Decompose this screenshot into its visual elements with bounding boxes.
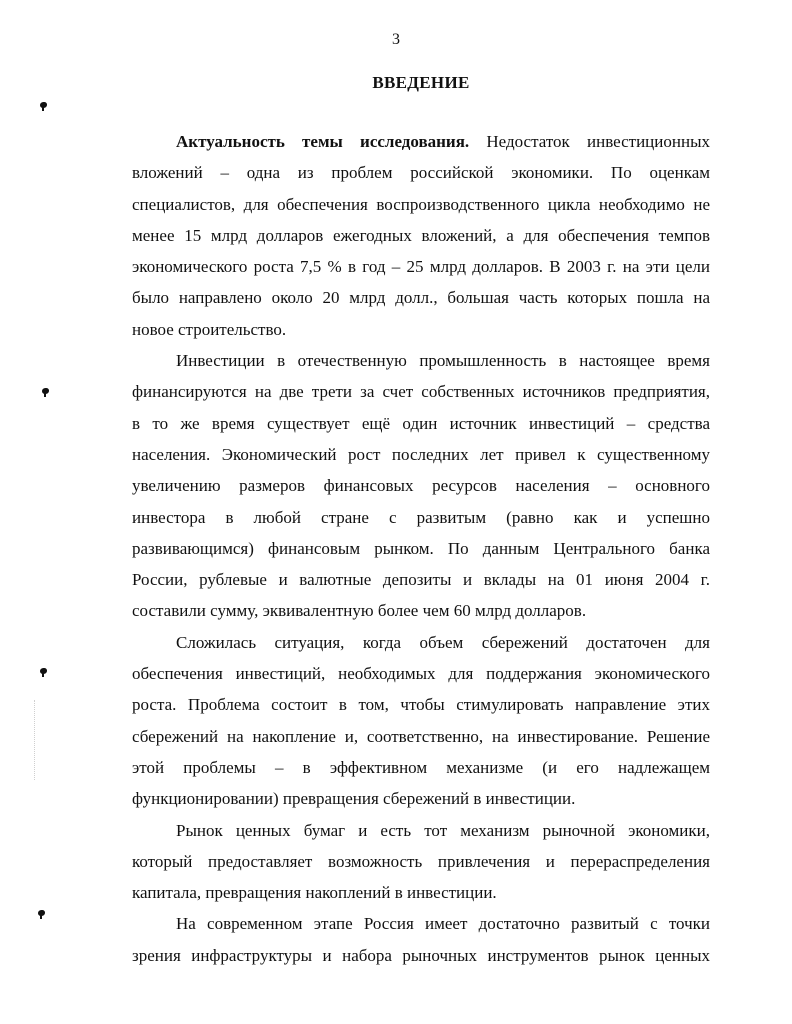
text-line: составили сумму, эквивалентную более чем 60 млрд долларов. — [132, 601, 587, 621]
text-line: функционировании) превращения сбережений в инвестиции. — [132, 789, 576, 809]
text-line: который предоставляет возможность привлечения и перераспределения — [132, 851, 710, 871]
text-line: зрения инфраструктуры и набора рыночных инструментов рынок ценных — [132, 945, 710, 965]
text-line: было направлено около 20 млрд долл., большая часть которых пошла на — [132, 288, 710, 308]
paragraph — [132, 345, 710, 627]
text-line: На современном этапе Россия имеет достаточно развитый с точки — [176, 914, 710, 934]
text-line: менее 15 млрд долларов ежегодных вложений, а для обеспечения темпов — [132, 225, 710, 245]
text-line: в то же время существует ещё один источник инвестиций – средства — [132, 413, 710, 433]
document-body — [132, 126, 710, 971]
text-line: обеспечения инвестиций, необходимых для поддержания экономического — [132, 664, 710, 684]
page-heading: ВВЕДЕНИЕ — [372, 73, 470, 92]
text-line: Инвестиции в отечественную промышленность в настоящее время — [176, 351, 710, 371]
text-line: инвестора в любой стране с развитым (равно как и успешно — [132, 507, 710, 527]
text-line: новое строительство. — [132, 319, 287, 339]
text-line: этой проблемы – в эффективном механизме (и его надлежащем — [132, 757, 710, 777]
text-line: сбережений на накопление и, соответственно, на инвестирование. Решение — [132, 726, 710, 746]
text-line: Рынок ценных бумаг и есть тот механизм рыночной экономики, — [176, 820, 710, 840]
paragraph — [132, 908, 710, 971]
text-line: увеличению размеров финансовых ресурсов населения – основного — [132, 476, 710, 496]
paragraph — [132, 815, 710, 909]
scan-mark — [40, 102, 47, 108]
text-line: специалистов, для обеспечения воспроизводственного цикла необходимо не — [132, 194, 710, 214]
text-line-content: Недостаток инвестиционных — [486, 132, 710, 151]
text-line: роста. Проблема состоит в том, чтобы стимулировать направление этих — [132, 695, 710, 715]
page-number: 3 — [392, 31, 400, 48]
text-line — [132, 126, 710, 157]
scan-mark — [40, 668, 47, 674]
text-line: экономического роста 7,5 % в год – 25 млрд долларов. В 2003 г. на эти цели — [132, 257, 710, 277]
text-line: финансируются на две трети за счет собственных источников предприятия, — [132, 382, 710, 402]
scan-binding-dots — [34, 700, 37, 780]
scan-mark — [42, 388, 49, 394]
text-line: России, рублевые и валютные депозиты и вклады на 01 июня 2004 г. — [132, 570, 710, 590]
scan-mark — [38, 910, 45, 916]
section-lead: Актуальность темы исследования. — [176, 132, 470, 151]
text-line: вложений – одна из проблем российской экономики. По оценкам — [132, 163, 710, 183]
text-line: населения. Экономический рост последних лет привел к существенному — [132, 444, 710, 464]
text-line: Сложилась ситуация, когда объем сбережений достаточен для — [176, 632, 710, 652]
paragraph — [132, 126, 710, 345]
text-line: капитала, превращения накоплений в инвестиции. — [132, 883, 497, 903]
paragraph — [132, 627, 710, 815]
text-line: развивающимся) финансовым рынком. По данным Центрального банка — [132, 538, 710, 558]
